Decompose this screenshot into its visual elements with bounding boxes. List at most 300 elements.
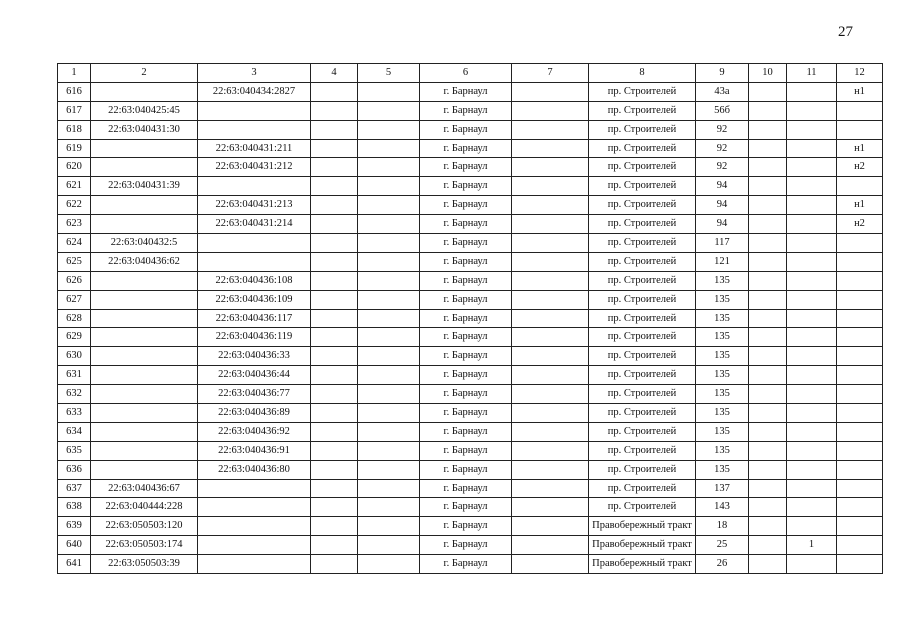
street-cell: Правобережный тракт [589, 536, 696, 555]
table-row [58, 158, 883, 177]
col11-cell [787, 498, 837, 517]
col10-cell [749, 328, 787, 347]
street-cell: пр. Строителей [589, 309, 696, 328]
col4-cell [311, 555, 358, 574]
column-header-5: 5 [358, 64, 420, 83]
row-number: 629 [58, 328, 91, 347]
col10-cell [749, 366, 787, 385]
parcel-number-cell [91, 82, 198, 101]
col10-cell [749, 385, 787, 404]
house-number-cell: 26 [696, 555, 749, 574]
object-number-cell: 22:63:040431:213 [198, 196, 311, 215]
row-number: 635 [58, 441, 91, 460]
col4-cell [311, 158, 358, 177]
col7-cell [512, 460, 589, 479]
row-number: 620 [58, 158, 91, 177]
table-row [58, 290, 883, 309]
column-header-2: 2 [91, 64, 198, 83]
street-cell: пр. Строителей [589, 385, 696, 404]
col11-cell [787, 385, 837, 404]
parcel-number-cell: 22:63:040425:45 [91, 101, 198, 120]
col10-cell [749, 309, 787, 328]
column-header-3: 3 [198, 64, 311, 83]
col10-cell [749, 196, 787, 215]
street-cell: пр. Строителей [589, 196, 696, 215]
col7-cell [512, 271, 589, 290]
col4-cell [311, 404, 358, 423]
col7-cell [512, 555, 589, 574]
table-row [58, 139, 883, 158]
table-row [58, 460, 883, 479]
col7-cell [512, 498, 589, 517]
city-cell: г. Барнаул [420, 555, 512, 574]
street-cell: пр. Строителей [589, 101, 696, 120]
table-row [58, 517, 883, 536]
city-cell: г. Барнаул [420, 385, 512, 404]
col5-cell [358, 385, 420, 404]
house-number-cell: 135 [696, 290, 749, 309]
parcel-number-cell: 22:63:040436:62 [91, 252, 198, 271]
col7-cell [512, 177, 589, 196]
row-number: 619 [58, 139, 91, 158]
city-cell: г. Барнаул [420, 158, 512, 177]
object-number-cell [198, 479, 311, 498]
col7-cell [512, 158, 589, 177]
col10-cell [749, 441, 787, 460]
table-row [58, 120, 883, 139]
col5-cell [358, 347, 420, 366]
house-number-cell: 92 [696, 139, 749, 158]
col7-cell [512, 479, 589, 498]
col10-cell [749, 252, 787, 271]
col5-cell [358, 309, 420, 328]
col7-cell [512, 422, 589, 441]
city-cell: г. Барнаул [420, 196, 512, 215]
col4-cell [311, 252, 358, 271]
parcel-number-cell: 22:63:050503:39 [91, 555, 198, 574]
col4-cell [311, 309, 358, 328]
col10-cell [749, 460, 787, 479]
col5-cell [358, 290, 420, 309]
column-header-7: 7 [512, 64, 589, 83]
note-cell [837, 347, 883, 366]
object-number-cell: 22:63:040436:109 [198, 290, 311, 309]
col7-cell [512, 517, 589, 536]
table-row [58, 366, 883, 385]
note-cell [837, 101, 883, 120]
note-cell [837, 536, 883, 555]
row-number: 617 [58, 101, 91, 120]
row-number: 637 [58, 479, 91, 498]
col10-cell [749, 234, 787, 253]
house-number-cell: 18 [696, 517, 749, 536]
col11-cell [787, 555, 837, 574]
object-number-cell: 22:63:040436:91 [198, 441, 311, 460]
note-cell [837, 120, 883, 139]
row-number: 627 [58, 290, 91, 309]
col11-cell [787, 234, 837, 253]
note-cell [837, 404, 883, 423]
col11-cell [787, 290, 837, 309]
city-cell: г. Барнаул [420, 271, 512, 290]
col5-cell [358, 422, 420, 441]
object-number-cell: 22:63:040436:33 [198, 347, 311, 366]
object-number-cell [198, 536, 311, 555]
col11-cell [787, 271, 837, 290]
street-cell: пр. Строителей [589, 479, 696, 498]
col11-cell [787, 158, 837, 177]
col10-cell [749, 536, 787, 555]
object-number-cell: 22:63:040434:2827 [198, 82, 311, 101]
col11-cell: 1 [787, 536, 837, 555]
object-number-cell: 22:63:040436:92 [198, 422, 311, 441]
city-cell: г. Барнаул [420, 120, 512, 139]
city-cell: г. Барнаул [420, 328, 512, 347]
object-number-cell [198, 120, 311, 139]
city-cell: г. Барнаул [420, 234, 512, 253]
parcel-number-cell [91, 422, 198, 441]
note-cell [837, 177, 883, 196]
col5-cell [358, 234, 420, 253]
col4-cell [311, 366, 358, 385]
col11-cell [787, 120, 837, 139]
house-number-cell: 135 [696, 441, 749, 460]
table-row [58, 196, 883, 215]
col4-cell [311, 517, 358, 536]
house-number-cell: 94 [696, 196, 749, 215]
parcel-number-cell [91, 139, 198, 158]
col10-cell [749, 479, 787, 498]
col7-cell [512, 347, 589, 366]
note-cell [837, 385, 883, 404]
col11-cell [787, 177, 837, 196]
parcel-number-cell: 22:63:050503:120 [91, 517, 198, 536]
column-header-12: 12 [837, 64, 883, 83]
object-number-cell: 22:63:040436:80 [198, 460, 311, 479]
house-number-cell: 94 [696, 177, 749, 196]
street-cell: пр. Строителей [589, 215, 696, 234]
object-number-cell: 22:63:040436:44 [198, 366, 311, 385]
col10-cell [749, 215, 787, 234]
row-number: 630 [58, 347, 91, 366]
col5-cell [358, 498, 420, 517]
parcel-number-cell [91, 347, 198, 366]
col10-cell [749, 139, 787, 158]
column-header-8: 8 [589, 64, 696, 83]
house-number-cell: 56б [696, 101, 749, 120]
col7-cell [512, 404, 589, 423]
street-cell: Правобережный тракт [589, 517, 696, 536]
city-cell: г. Барнаул [420, 498, 512, 517]
city-cell: г. Барнаул [420, 290, 512, 309]
col5-cell [358, 517, 420, 536]
note-cell: н1 [837, 82, 883, 101]
col5-cell [358, 404, 420, 423]
table-row [58, 328, 883, 347]
object-number-cell: 22:63:040436:117 [198, 309, 311, 328]
parcel-number-cell [91, 196, 198, 215]
col10-cell [749, 158, 787, 177]
city-cell: г. Барнаул [420, 536, 512, 555]
table-row [58, 441, 883, 460]
note-cell [837, 517, 883, 536]
street-cell: пр. Строителей [589, 120, 696, 139]
table-row [58, 101, 883, 120]
col4-cell [311, 422, 358, 441]
col4-cell [311, 385, 358, 404]
column-header-9: 9 [696, 64, 749, 83]
note-cell [837, 479, 883, 498]
parcel-number-cell [91, 460, 198, 479]
house-number-cell: 135 [696, 460, 749, 479]
col5-cell [358, 215, 420, 234]
col4-cell [311, 101, 358, 120]
street-cell: пр. Строителей [589, 82, 696, 101]
object-number-cell: 22:63:040436:119 [198, 328, 311, 347]
col11-cell [787, 479, 837, 498]
parcel-number-cell: 22:63:040436:67 [91, 479, 198, 498]
table-row [58, 309, 883, 328]
note-cell [837, 460, 883, 479]
parcel-number-cell: 22:63:050503:174 [91, 536, 198, 555]
col4-cell [311, 234, 358, 253]
note-cell [837, 366, 883, 385]
col5-cell [358, 82, 420, 101]
parcel-number-cell: 22:63:040431:30 [91, 120, 198, 139]
col7-cell [512, 82, 589, 101]
row-number: 624 [58, 234, 91, 253]
col5-cell [358, 139, 420, 158]
col5-cell [358, 196, 420, 215]
column-header-6: 6 [420, 64, 512, 83]
house-number-cell: 92 [696, 158, 749, 177]
parcel-number-cell [91, 158, 198, 177]
row-number: 634 [58, 422, 91, 441]
street-cell: пр. Строителей [589, 422, 696, 441]
col4-cell [311, 196, 358, 215]
street-cell: пр. Строителей [589, 404, 696, 423]
house-number-cell: 135 [696, 422, 749, 441]
col11-cell [787, 328, 837, 347]
col5-cell [358, 441, 420, 460]
house-number-cell: 137 [696, 479, 749, 498]
col4-cell [311, 347, 358, 366]
city-cell: г. Барнаул [420, 347, 512, 366]
street-cell: пр. Строителей [589, 234, 696, 253]
object-number-cell [198, 517, 311, 536]
col4-cell [311, 271, 358, 290]
house-number-cell: 92 [696, 120, 749, 139]
parcel-number-cell [91, 309, 198, 328]
street-cell: пр. Строителей [589, 139, 696, 158]
object-number-cell [198, 177, 311, 196]
col10-cell [749, 404, 787, 423]
row-number: 633 [58, 404, 91, 423]
parcel-number-cell [91, 215, 198, 234]
col10-cell [749, 422, 787, 441]
parcel-number-cell [91, 404, 198, 423]
object-number-cell [198, 498, 311, 517]
col7-cell [512, 328, 589, 347]
col11-cell [787, 196, 837, 215]
parcel-number-cell [91, 441, 198, 460]
col10-cell [749, 347, 787, 366]
register-table [57, 63, 883, 574]
table-header-row [58, 64, 883, 83]
col4-cell [311, 328, 358, 347]
row-number: 616 [58, 82, 91, 101]
col5-cell [358, 460, 420, 479]
col5-cell [358, 120, 420, 139]
city-cell: г. Барнаул [420, 460, 512, 479]
row-number: 638 [58, 498, 91, 517]
page-number: 27 [838, 24, 853, 40]
house-number-cell: 135 [696, 309, 749, 328]
object-number-cell [198, 234, 311, 253]
col4-cell [311, 498, 358, 517]
col11-cell [787, 82, 837, 101]
street-cell: пр. Строителей [589, 441, 696, 460]
col10-cell [749, 555, 787, 574]
house-number-cell: 25 [696, 536, 749, 555]
table-row [58, 555, 883, 574]
note-cell [837, 328, 883, 347]
city-cell: г. Барнаул [420, 517, 512, 536]
col5-cell [358, 479, 420, 498]
city-cell: г. Барнаул [420, 177, 512, 196]
table-row [58, 479, 883, 498]
street-cell: пр. Строителей [589, 498, 696, 517]
city-cell: г. Барнаул [420, 101, 512, 120]
note-cell: н1 [837, 139, 883, 158]
col11-cell [787, 139, 837, 158]
street-cell: пр. Строителей [589, 177, 696, 196]
house-number-cell: 121 [696, 252, 749, 271]
col5-cell [358, 536, 420, 555]
city-cell: г. Барнаул [420, 422, 512, 441]
col7-cell [512, 101, 589, 120]
col11-cell [787, 101, 837, 120]
parcel-number-cell [91, 366, 198, 385]
note-cell [837, 252, 883, 271]
city-cell: г. Барнаул [420, 366, 512, 385]
table-row [58, 252, 883, 271]
house-number-cell: 135 [696, 328, 749, 347]
street-cell: Правобережный тракт [589, 555, 696, 574]
house-number-cell: 135 [696, 404, 749, 423]
row-number: 640 [58, 536, 91, 555]
house-number-cell: 143 [696, 498, 749, 517]
parcel-number-cell [91, 271, 198, 290]
note-cell [837, 498, 883, 517]
col10-cell [749, 177, 787, 196]
col7-cell [512, 215, 589, 234]
table-row [58, 422, 883, 441]
object-number-cell: 22:63:040436:89 [198, 404, 311, 423]
col5-cell [358, 177, 420, 196]
column-header-4: 4 [311, 64, 358, 83]
note-cell [837, 290, 883, 309]
table-row [58, 404, 883, 423]
row-number: 628 [58, 309, 91, 328]
house-number-cell: 117 [696, 234, 749, 253]
col10-cell [749, 120, 787, 139]
col4-cell [311, 479, 358, 498]
street-cell: пр. Строителей [589, 271, 696, 290]
city-cell: г. Барнаул [420, 139, 512, 158]
row-number: 636 [58, 460, 91, 479]
house-number-cell: 94 [696, 215, 749, 234]
col5-cell [358, 328, 420, 347]
street-cell: пр. Строителей [589, 328, 696, 347]
row-number: 626 [58, 271, 91, 290]
parcel-number-cell: 22:63:040444:228 [91, 498, 198, 517]
object-number-cell [198, 101, 311, 120]
col4-cell [311, 177, 358, 196]
row-number: 623 [58, 215, 91, 234]
object-number-cell [198, 252, 311, 271]
city-cell: г. Барнаул [420, 441, 512, 460]
col7-cell [512, 234, 589, 253]
col11-cell [787, 347, 837, 366]
object-number-cell: 22:63:040431:214 [198, 215, 311, 234]
col10-cell [749, 82, 787, 101]
city-cell: г. Барнаул [420, 479, 512, 498]
col10-cell [749, 290, 787, 309]
city-cell: г. Барнаул [420, 82, 512, 101]
object-number-cell: 22:63:040431:211 [198, 139, 311, 158]
street-cell: пр. Строителей [589, 366, 696, 385]
street-cell: пр. Строителей [589, 460, 696, 479]
parcel-number-cell [91, 385, 198, 404]
col7-cell [512, 252, 589, 271]
house-number-cell: 135 [696, 347, 749, 366]
house-number-cell: 135 [696, 366, 749, 385]
col4-cell [311, 139, 358, 158]
street-cell: пр. Строителей [589, 290, 696, 309]
col7-cell [512, 536, 589, 555]
col11-cell [787, 422, 837, 441]
row-number: 632 [58, 385, 91, 404]
parcel-number-cell [91, 290, 198, 309]
col5-cell [358, 158, 420, 177]
city-cell: г. Барнаул [420, 309, 512, 328]
col11-cell [787, 309, 837, 328]
col11-cell [787, 404, 837, 423]
col7-cell [512, 139, 589, 158]
col7-cell [512, 290, 589, 309]
col4-cell [311, 441, 358, 460]
note-cell [837, 441, 883, 460]
col7-cell [512, 385, 589, 404]
city-cell: г. Барнаул [420, 215, 512, 234]
row-number: 622 [58, 196, 91, 215]
city-cell: г. Барнаул [420, 252, 512, 271]
col5-cell [358, 366, 420, 385]
col5-cell [358, 252, 420, 271]
col4-cell [311, 536, 358, 555]
parcel-number-cell [91, 328, 198, 347]
street-cell: пр. Строителей [589, 252, 696, 271]
object-number-cell [198, 555, 311, 574]
col7-cell [512, 366, 589, 385]
col11-cell [787, 460, 837, 479]
col4-cell [311, 215, 358, 234]
col10-cell [749, 271, 787, 290]
note-cell [837, 271, 883, 290]
row-number: 621 [58, 177, 91, 196]
table-row [58, 536, 883, 555]
